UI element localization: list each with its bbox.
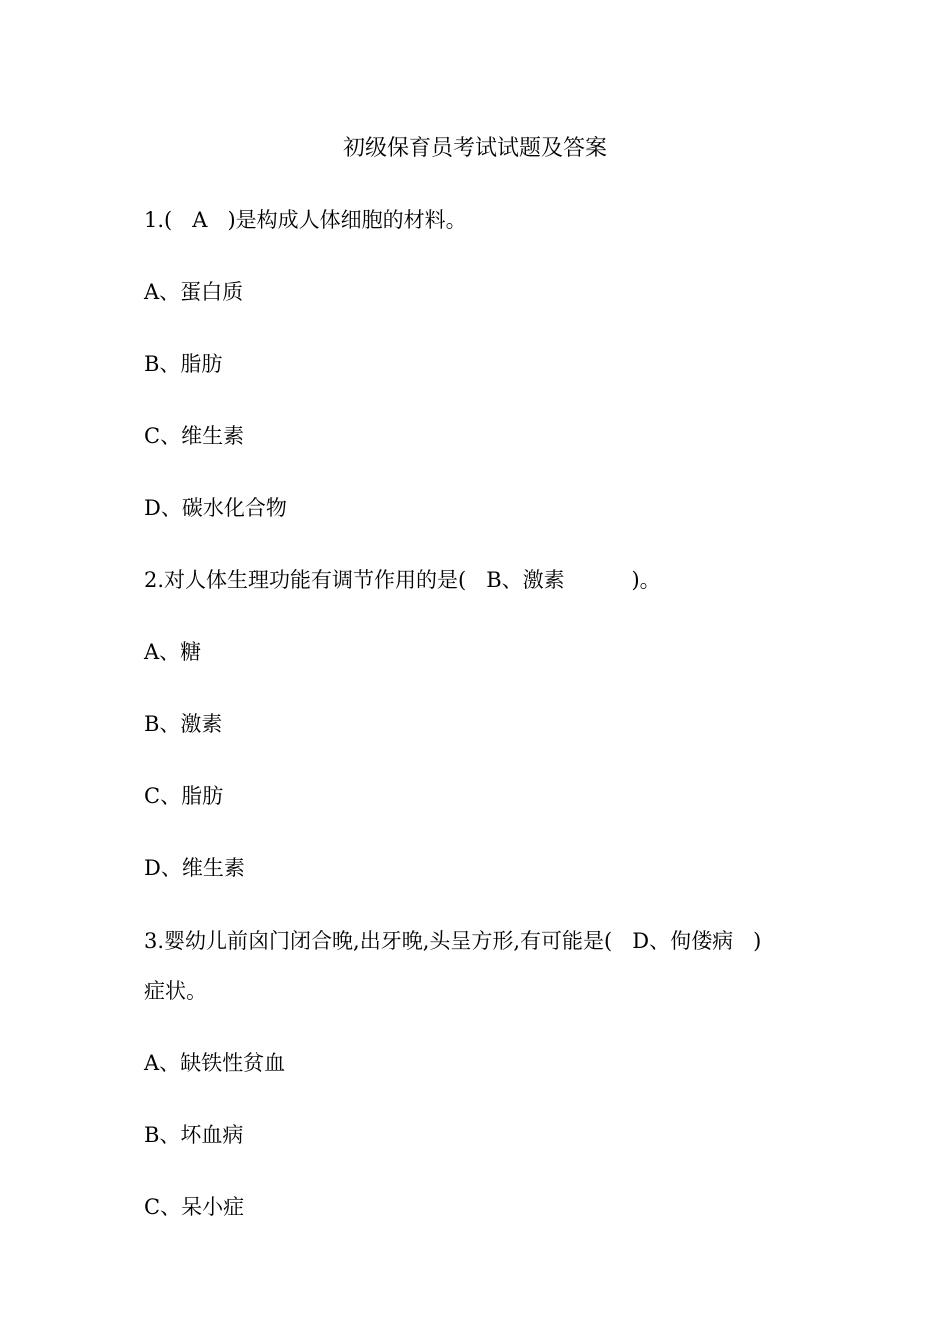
question-1-option-b: B、脂肪 (144, 352, 223, 376)
question-2-stem: 2.对人体生理功能有调节作用的是( B、激素 )。 (144, 568, 661, 592)
question-2-option-b: B、激素 (144, 712, 223, 736)
question-3-option-c: C、呆小症 (144, 1195, 245, 1219)
question-3-stem-line-1: 3.婴幼儿前囟门闭合晚,出牙晚,头呈方形,有可能是( D、佝偻病 ) (144, 929, 762, 953)
question-2-option-a: A、糖 (144, 640, 202, 664)
question-3-option-b: B、坏血病 (144, 1123, 244, 1147)
question-2-option-c: C、脂肪 (144, 784, 224, 808)
document-title: 初级保育员考试试题及答案 (342, 136, 607, 161)
question-1-option-a: A、蛋白质 (144, 280, 244, 304)
question-1-stem: 1.( A )是构成人体细胞的材料。 (144, 208, 467, 232)
question-3-option-a: A、缺铁性贫血 (144, 1051, 286, 1075)
question-3-stem-line-2: 症状。 (144, 979, 207, 1003)
question-2-option-d: D、维生素 (144, 856, 245, 880)
question-1-option-c: C、维生素 (144, 424, 245, 448)
question-1-option-d: D、碳水化合物 (144, 496, 287, 520)
